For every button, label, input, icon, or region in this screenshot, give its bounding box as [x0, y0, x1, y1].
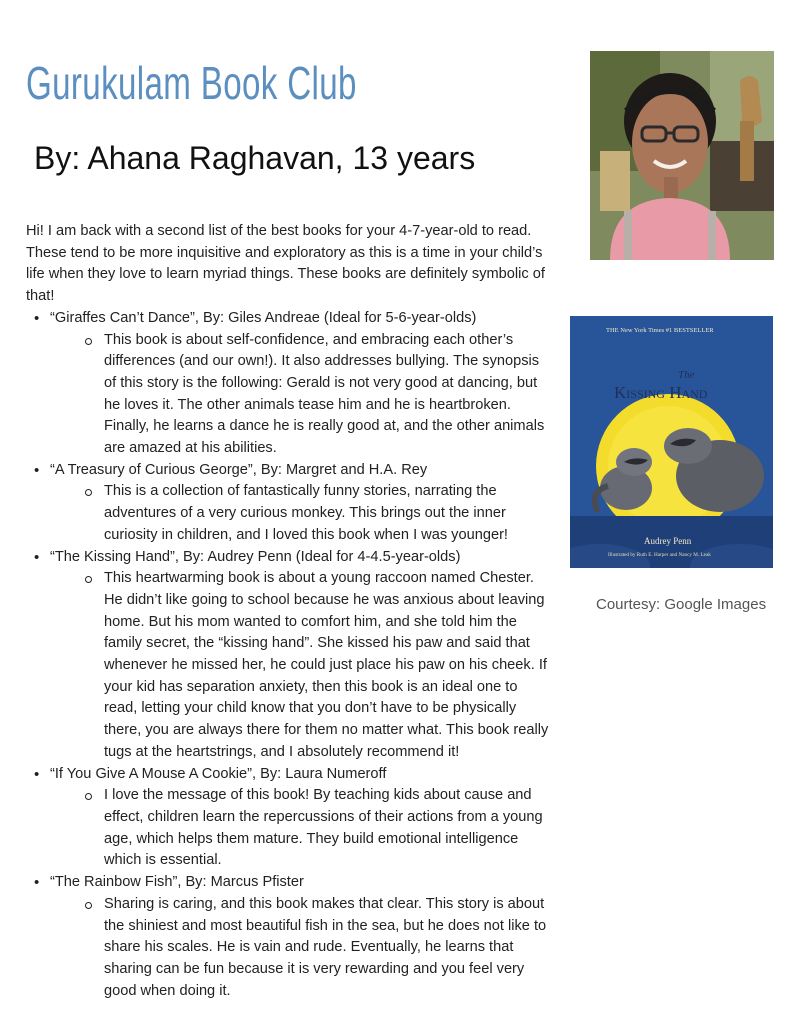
cover-banner: THE New York Times #1 BESTSELLER — [606, 327, 714, 334]
book-title: “If You Give A Mouse A Cookie”, By: Laura Numeroff — [50, 765, 387, 782]
author-byline: By: Ahana Raghavan, 13 years — [34, 140, 476, 176]
cover-title: Kissing Hand — [614, 383, 708, 402]
book-item — [26, 460, 550, 547]
book-item — [26, 764, 550, 873]
cover-title-the: The — [678, 369, 695, 381]
book-title: “Giraffes Can’t Dance”, By: Giles Andreae (Ideal for 5-6-year-olds) — [50, 309, 477, 326]
book-title: “A Treasury of Curious George”, By: Margret and H.A. Rey — [50, 461, 428, 478]
book-description: I love the message of this book! By teaching kids about cause and effect, children learn the repercussions of their actions from a young age, which helps them mature. They build emotional intelligence which is essential. — [50, 785, 550, 872]
book-description: Sharing is caring, and this book makes that clear. This story is about the shiniest and most beautiful fish in the sea, but he does not like to share his scales. He is vain and rude. Eventually, he learns that sharing can be fun because it is very rewarding and you feel very good when doing it. — [50, 894, 550, 1003]
image-credit: Courtesy: Google Images — [596, 596, 767, 613]
cover-author: Audrey Penn — [644, 536, 692, 546]
book-title: “The Rainbow Fish”, By: Marcus Pfister — [50, 874, 304, 891]
intro-paragraph: Hi! I am back with a second list of the best books for your 4-7-year-old to read. These tend to be more inquisitive and exploratory as this is a time in your child’s life when they love to learn myriad things. These books are definitely symbolic of that! — [26, 223, 545, 305]
book-item — [26, 872, 550, 1002]
page-title: Gurukulam Book Club — [26, 57, 357, 109]
book-description: This heartwarming book is about a young raccoon named Chester. He didn’t like going to school because he was anxious about leaving home. But his mom wanted to comfort him, and she told him the family secret, the “kissing hand”. She kissed his paw and said that whenever he missed her, he could just place his paw on his cheek. If your kid has separation anxiety, then this book is an ideal one to read, letting your child know that you don’t have to be physically there, you are always there for them no matter what. This book really tugs at the heartstrings, and I absolutely recommend it! — [50, 568, 550, 763]
book-title: “The Kissing Hand”, By: Audrey Penn (Ideal for 4-4.5-year-olds) — [50, 548, 461, 565]
book-item — [26, 308, 550, 460]
book-cover-image — [570, 316, 773, 568]
cover-illustrators: Illustrated by Ruth E. Harper and Nancy M. Leak — [608, 552, 711, 558]
book-item — [26, 547, 550, 764]
author-photo — [590, 51, 774, 260]
book-list — [26, 308, 550, 1003]
book-description: This book is about self-confidence, and embracing each other’s differences (and our own!). It also addresses bullying. The synopsis of this story is the following: Gerald is not very good at dancing, but he loves it. The other animals tease him and he is heartbroken. Finally, he learns a dance he is really good at, and the other animals are amazed at his abilities. — [50, 330, 550, 460]
book-description: This is a collection of fantastically funny stories, narrating the adventures of a very curious monkey. This brings out the inner curiosity in children, and I loved this book when I was younger! — [50, 481, 550, 546]
article-body — [26, 221, 550, 1002]
